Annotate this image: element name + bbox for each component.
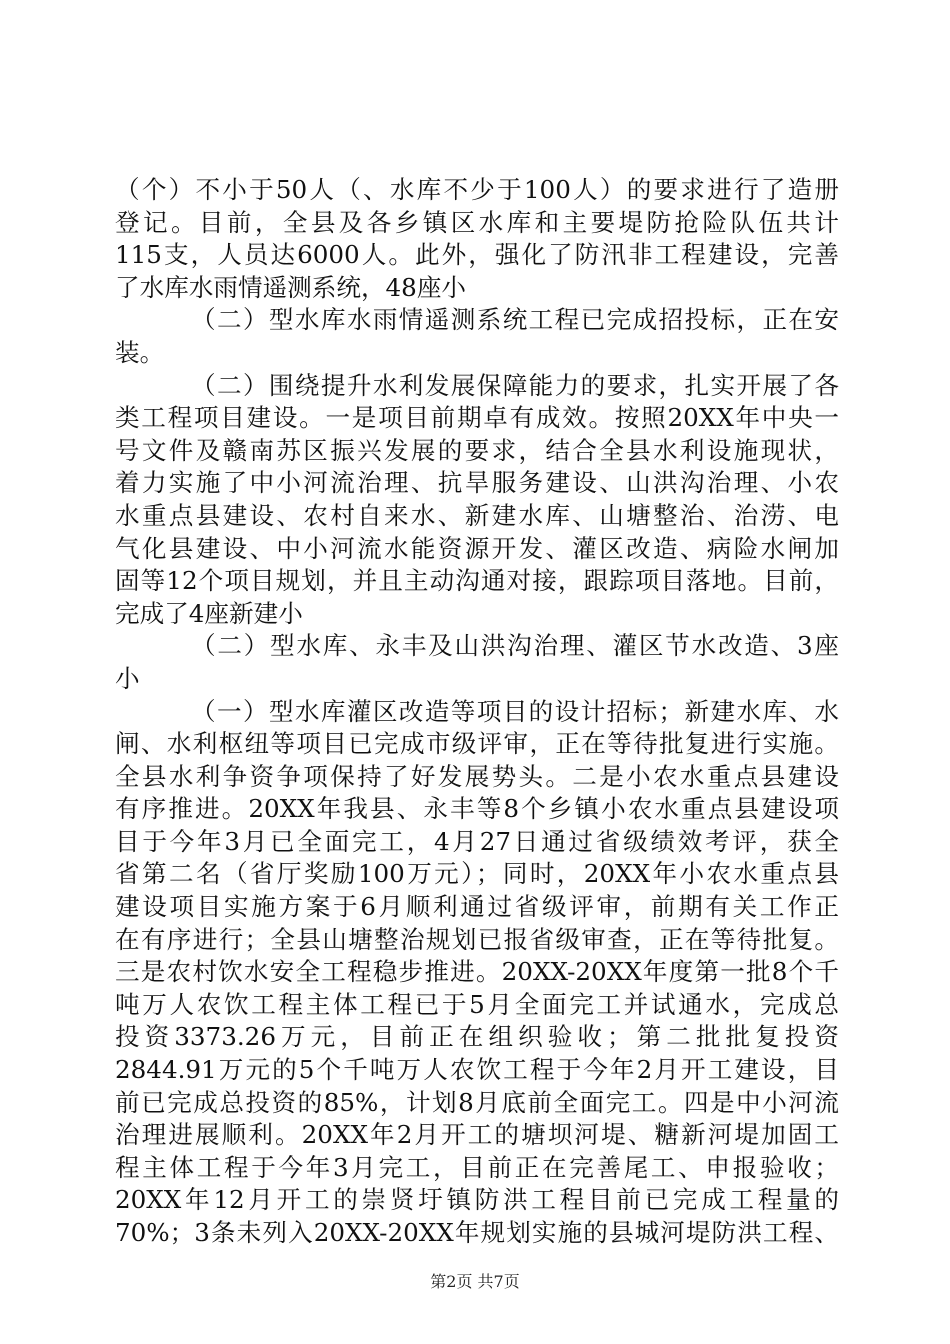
body-line: 治理进展顺利。20XX年2月开工的塘坝河堤、糖新河堤加固工: [115, 1120, 839, 1150]
body-line: 类工程项目建设。一是项目前期卓有成效。按照20XX年中央一: [115, 403, 839, 433]
body-line: 目于今年3月已全面完工，4月27日通过省级绩效考评，获全: [115, 826, 839, 856]
body-line: （二）围绕提升水利发展保障能力的要求，扎实开展了各: [191, 370, 839, 400]
body-line: 固等12个项目规划，并且主动沟通对接，跟踪项目落地。目前，: [115, 566, 839, 596]
body-line: （一）型水库灌区改造等项目的设计招标；新建水库、水: [191, 696, 839, 726]
body-line: （二）型水库水雨情遥测系统工程已完成招投标，正在安: [191, 305, 839, 335]
body-line: 吨万人农饮工程主体工程已于5月全面完工并试通水，完成总: [115, 989, 839, 1019]
body-line: 装。: [115, 337, 165, 367]
body-line: 着力实施了中小河流治理、抗旱服务建设、山洪沟治理、小农: [115, 468, 839, 498]
body-line: 三是农村饮水安全工程稳步推进。20XX-20XX年度第一批8个千: [115, 957, 839, 987]
document-body: [115, 174, 839, 1250]
body-line: 建设项目实施方案于6月顺利通过省级评审，前期有关工作正: [115, 892, 839, 922]
body-line: 有序推进。20XX年我县、永丰等8个乡镇小农水重点县建设项: [115, 794, 839, 824]
body-line: 水重点县建设、农村自来水、新建水库、山塘整治、治涝、电: [115, 500, 839, 530]
body-line: 70%；3条未列入20XX-20XX年规划实施的县城河堤防洪工程、: [115, 1218, 839, 1247]
body-line: （个）不小于50人（、水库不少于100人）的要求进行了造册: [115, 175, 839, 204]
body-line: 闸、水利枢纽等项目已完成市级评审，正在等待批复进行实施。: [115, 729, 839, 759]
body-line: 气化县建设、中小河流水能资源开发、灌区改造、病险水闸加: [115, 533, 839, 563]
body-line: 全县水利争资争项保持了好发展势头。二是小农水重点县建设: [115, 761, 839, 791]
body-line: 2844.91万元的5个千吨万人农饮工程于今年2月开工建设，目: [115, 1055, 839, 1085]
body-line: 小: [115, 663, 140, 693]
body-line: （二）型水库、永丰及山洪沟治理、灌区节水改造、3座: [191, 631, 839, 661]
body-line: 号文件及赣南苏区振兴发展的要求，结合全县水利设施现状，: [115, 435, 839, 465]
body-line: 投资3373.26万元，目前正在组织验收；第二批批复投资: [115, 1022, 839, 1052]
body-line: 了水库水雨情遥测系统，48座小: [115, 272, 467, 302]
body-line: 完成了4座新建小: [115, 598, 303, 628]
body-line: 程主体工程于今年3月完工，目前正在完善尾工、申报验收；: [115, 1152, 839, 1182]
body-line: 115支，人员达6000人。此外，强化了防汛非工程建设，完善: [115, 240, 839, 270]
body-line: 在有序进行；全县山塘整治规划已报省级审查，正在等待批复。: [115, 924, 839, 954]
body-line: 20XX年12月开工的崇贤圩镇防洪工程目前已完成工程量的: [115, 1185, 839, 1215]
body-line: 省第二名（省厅奖励100万元）；同时，20XX年小农水重点县: [115, 859, 839, 889]
body-line: 前已完成总投资的85%，计划8月底前全面完工。四是中小河流: [115, 1087, 839, 1117]
page-number: 第2页 共7页: [430, 1272, 520, 1291]
body-line: 登记。目前，全县及各乡镇区水库和主要堤防抢险队伍共计: [115, 207, 839, 237]
